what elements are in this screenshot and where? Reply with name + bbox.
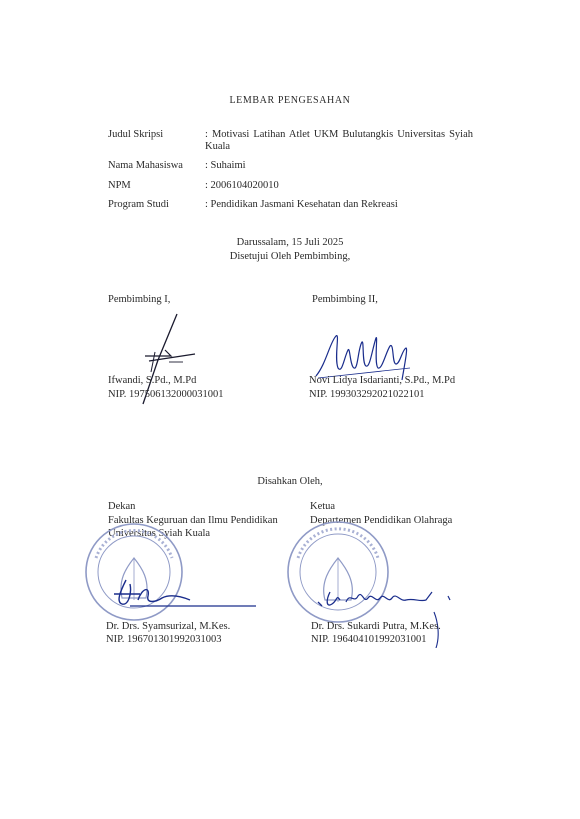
dean-unit-line1: Fakultas Keguruan dan Ilmu Pendidikan [108, 515, 278, 526]
head-nip: NIP. 196404101992031001 [311, 634, 427, 645]
supervisor2-role: Pembimbing II, [312, 294, 378, 305]
field-label-program: Program Studi [108, 199, 169, 210]
supervisor2-nip: NIP. 199303292021022101 [309, 389, 425, 400]
head-role: Ketua [310, 501, 336, 512]
field-value-program: : Pendidikan Jasmani Kesehatan dan Rekreasi [205, 199, 398, 210]
field-value-name: : Suhaimi [205, 160, 246, 171]
dean-unit-line2: Universitas Syiah Kuala [108, 528, 211, 539]
supervisor1-name: Ifwandi, S.Pd., M.Pd [108, 375, 197, 386]
head-unit-line1: Departemen Pendidikan Olahraga [310, 515, 453, 526]
field-value-npm: : 2006104020010 [205, 180, 279, 191]
dean-role: Dekan [108, 501, 136, 512]
approved-by: Disetujui Oleh Pembimbing, [229, 251, 351, 262]
field-label-name: Nama Mahasiswa [108, 160, 183, 171]
page-title: LEMBAR PENGESAHAN [229, 95, 351, 106]
dean-signature [110, 576, 258, 616]
field-label-title: Judul Skripsi [108, 129, 164, 140]
ratified-by: Disahkan Oleh, [257, 476, 323, 487]
place-date: Darussalam, 15 Juli 2025 [236, 237, 344, 248]
dean-name: Dr. Drs. Syamsurizal, M.Kes. [106, 621, 231, 632]
dean-nip: NIP. 196701301992031003 [106, 634, 222, 645]
supervisor1-nip: NIP. 197506132000031001 [108, 389, 224, 400]
field-label-npm: NPM [108, 180, 131, 191]
head-name: Dr. Drs. Sukardi Putra, M.Kes. [311, 621, 441, 632]
field-value-title: : Motivasi Latihan Atlet UKM Bulutangkis Universitas Syiah Kuala [205, 129, 473, 152]
supervisor2-name: Novi Lidya Isdarianti, S.Pd., M.Pd [309, 375, 456, 386]
supervisor1-role: Pembimbing I, [108, 294, 171, 305]
